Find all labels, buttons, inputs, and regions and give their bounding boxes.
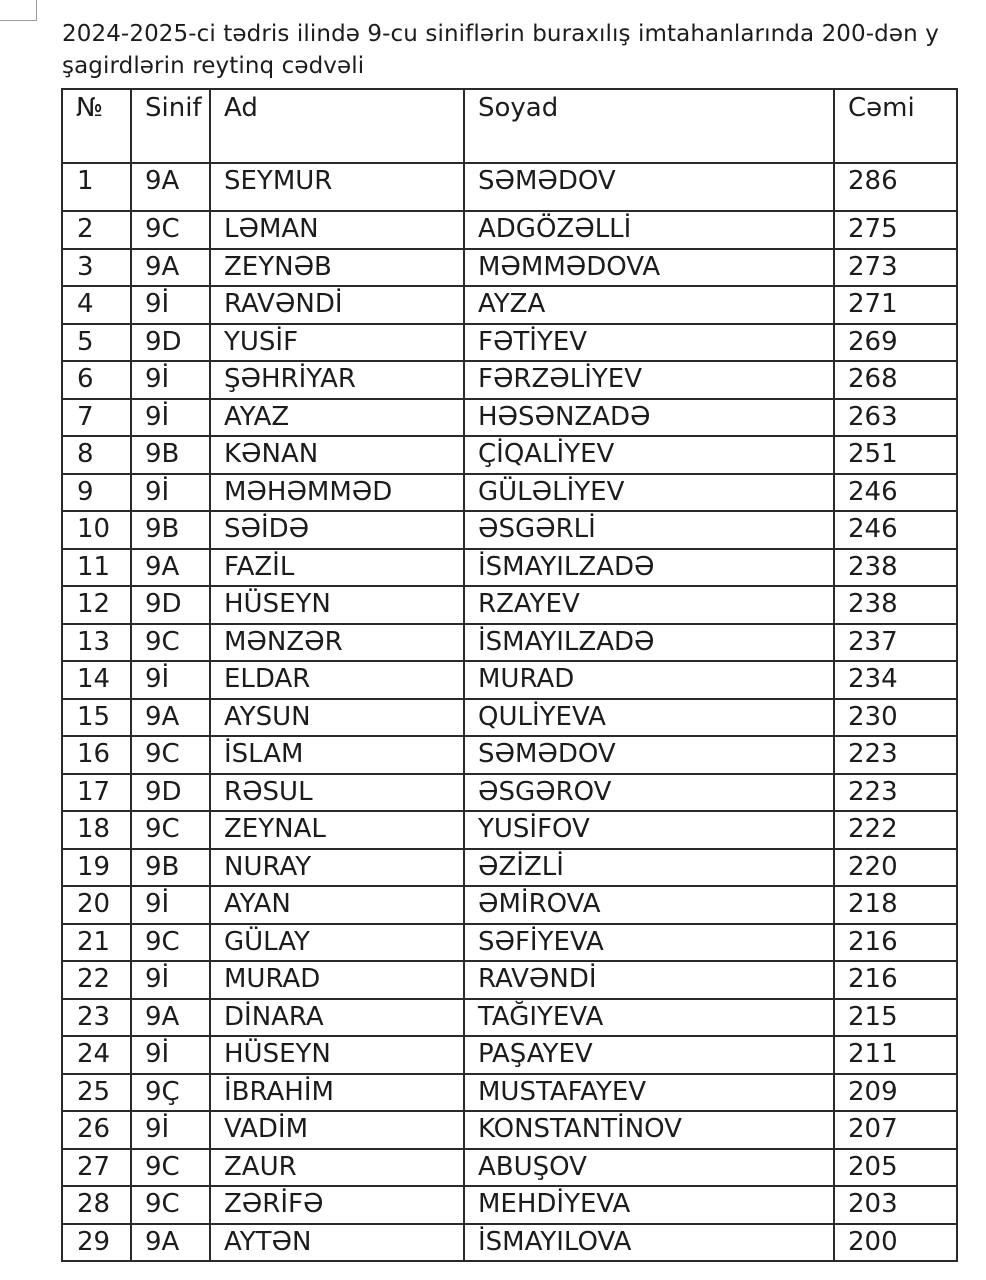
cell-number: 28 [62, 1186, 131, 1224]
table-row [62, 849, 957, 887]
table-row [62, 999, 957, 1037]
cell-class: 9C [131, 1186, 210, 1224]
cell-name: MURAD [210, 961, 464, 999]
cell-number: 5 [62, 324, 131, 362]
table-row [62, 774, 957, 812]
cell-surname: ÇİQALİYEV [464, 436, 834, 474]
cell-number: 2 [62, 211, 131, 249]
cell-surname: İSMAYILOVA [464, 1224, 834, 1262]
table-row [62, 886, 957, 924]
cell-number: 15 [62, 699, 131, 737]
table-row [62, 586, 957, 624]
cell-number: 13 [62, 624, 131, 662]
cell-class: 9İ [131, 361, 210, 399]
cell-number: 23 [62, 999, 131, 1037]
cell-name: VADİM [210, 1111, 464, 1149]
cell-class: 9C [131, 924, 210, 962]
cell-class: 9D [131, 324, 210, 362]
header-name: Ad [210, 89, 464, 163]
cell-surname: SƏMƏDOV [464, 163, 834, 211]
cell-number: 19 [62, 849, 131, 887]
cell-surname: PAŞAYEV [464, 1036, 834, 1074]
cell-number: 1 [62, 163, 131, 211]
cell-class: 9A [131, 549, 210, 587]
cell-total: 203 [834, 1186, 957, 1224]
cell-surname: HƏSƏNZADƏ [464, 399, 834, 437]
cell-number: 16 [62, 736, 131, 774]
table-row [62, 699, 957, 737]
cell-class: 9C [131, 811, 210, 849]
cell-total: 238 [834, 549, 957, 587]
cell-class: 9C [131, 624, 210, 662]
cell-name: HÜSEYN [210, 586, 464, 624]
cell-number: 3 [62, 249, 131, 287]
cell-total: 234 [834, 661, 957, 699]
cell-class: 9C [131, 1149, 210, 1187]
cell-name: İBRAHİM [210, 1074, 464, 1112]
header-surname: Soyad [464, 89, 834, 163]
cell-name: AYTƏN [210, 1224, 464, 1262]
cell-total: 271 [834, 286, 957, 324]
cell-number: 25 [62, 1074, 131, 1112]
cell-surname: TAĞIYEVA [464, 999, 834, 1037]
cell-number: 29 [62, 1224, 131, 1262]
header-row [62, 89, 957, 163]
cell-class: 9İ [131, 1036, 210, 1074]
cell-name: ELDAR [210, 661, 464, 699]
table-row [62, 624, 957, 662]
cell-number: 27 [62, 1149, 131, 1187]
cell-surname: İSMAYILZADƏ [464, 549, 834, 587]
cell-class: 9D [131, 586, 210, 624]
cell-class: 9B [131, 436, 210, 474]
cell-surname: GÜLƏLİYEV [464, 474, 834, 512]
cell-number: 12 [62, 586, 131, 624]
cell-name: RƏSUL [210, 774, 464, 812]
cell-class: 9A [131, 699, 210, 737]
table-row [62, 324, 957, 362]
cell-total: 275 [834, 211, 957, 249]
cell-class: 9İ [131, 886, 210, 924]
document-title-line-2: şagirdlərin reytinq cədvəli [62, 53, 365, 79]
cell-name: FAZİL [210, 549, 464, 587]
cell-total: 238 [834, 586, 957, 624]
cell-class: 9İ [131, 1111, 210, 1149]
cell-class: 9B [131, 849, 210, 887]
cell-name: AYSUN [210, 699, 464, 737]
cell-total: 207 [834, 1111, 957, 1149]
cell-number: 22 [62, 961, 131, 999]
cell-total: 273 [834, 249, 957, 287]
cell-class: 9A [131, 999, 210, 1037]
cell-class: 9A [131, 249, 210, 287]
cell-total: 269 [834, 324, 957, 362]
cell-surname: FƏTİYEV [464, 324, 834, 362]
cell-name: ZƏRİFƏ [210, 1186, 464, 1224]
cell-name: KƏNAN [210, 436, 464, 474]
cell-class: 9A [131, 1224, 210, 1262]
cell-name: YUSİF [210, 324, 464, 362]
cell-name: AYAZ [210, 399, 464, 437]
cell-total: 200 [834, 1224, 957, 1262]
cell-total: 211 [834, 1036, 957, 1074]
table-row [62, 286, 957, 324]
table-row [62, 924, 957, 962]
cell-total: 216 [834, 924, 957, 962]
cell-name: MƏHƏMMƏD [210, 474, 464, 512]
cell-surname: İSMAYILZADƏ [464, 624, 834, 662]
cell-class: 9D [131, 774, 210, 812]
cell-class: 9İ [131, 961, 210, 999]
cell-number: 8 [62, 436, 131, 474]
table-row [62, 1074, 957, 1112]
cell-surname: SƏFİYEVA [464, 924, 834, 962]
cell-number: 21 [62, 924, 131, 962]
document-title [62, 18, 986, 82]
cell-name: ŞƏHRİYAR [210, 361, 464, 399]
cell-name: ZEYNAL [210, 811, 464, 849]
cell-class: 9İ [131, 286, 210, 324]
cell-name: DİNARA [210, 999, 464, 1037]
cell-name: MƏNZƏR [210, 624, 464, 662]
cell-surname: KONSTANTİNOV [464, 1111, 834, 1149]
cell-number: 7 [62, 399, 131, 437]
table-row [62, 1224, 957, 1262]
cell-surname: RAVƏNDİ [464, 961, 834, 999]
cell-total: 215 [834, 999, 957, 1037]
cell-number: 26 [62, 1111, 131, 1149]
cell-total: 223 [834, 736, 957, 774]
table-row [62, 736, 957, 774]
table-row [62, 1149, 957, 1187]
cell-name: ZAUR [210, 1149, 464, 1187]
cell-name: NURAY [210, 849, 464, 887]
table-row [62, 361, 957, 399]
table-row [62, 249, 957, 287]
cell-surname: ƏMİROVA [464, 886, 834, 924]
cell-surname: FƏRZƏLİYEV [464, 361, 834, 399]
table-row [62, 1111, 957, 1149]
cell-number: 20 [62, 886, 131, 924]
cell-number: 6 [62, 361, 131, 399]
table-row [62, 1186, 957, 1224]
table-row [62, 436, 957, 474]
cell-total: 237 [834, 624, 957, 662]
cell-total: 246 [834, 511, 957, 549]
cell-number: 11 [62, 549, 131, 587]
cell-class: 9A [131, 163, 210, 211]
table-row [62, 961, 957, 999]
cell-total: 216 [834, 961, 957, 999]
cell-name: LƏMAN [210, 211, 464, 249]
cell-surname: MURAD [464, 661, 834, 699]
table-row [62, 661, 957, 699]
header-total: Cəmi [834, 89, 957, 163]
cell-total: 251 [834, 436, 957, 474]
table-header [62, 89, 957, 163]
table-row [62, 1036, 957, 1074]
cell-surname: YUSİFOV [464, 811, 834, 849]
header-class: Sinif [131, 89, 210, 163]
cell-number: 18 [62, 811, 131, 849]
cell-number: 24 [62, 1036, 131, 1074]
cell-total: 286 [834, 163, 957, 211]
table-row [62, 211, 957, 249]
cell-total: 246 [834, 474, 957, 512]
cell-total: 220 [834, 849, 957, 887]
cell-surname: ƏSGƏROV [464, 774, 834, 812]
cell-surname: AYZA [464, 286, 834, 324]
table-row [62, 399, 957, 437]
cell-surname: ƏSGƏRLİ [464, 511, 834, 549]
cell-class: 9C [131, 736, 210, 774]
cell-name: RAVƏNDİ [210, 286, 464, 324]
cell-number: 17 [62, 774, 131, 812]
cell-class: 9C [131, 211, 210, 249]
cell-name: SEYMUR [210, 163, 464, 211]
cell-number: 14 [62, 661, 131, 699]
cell-name: HÜSEYN [210, 1036, 464, 1074]
document-title-line-1: 2024-2025-ci tədris ilində 9-cu siniflərin buraxılış imtahanlarında 200-dən y [62, 21, 939, 47]
cell-name: AYAN [210, 886, 464, 924]
cell-total: 209 [834, 1074, 957, 1112]
table-row [62, 163, 957, 211]
cell-total: 218 [834, 886, 957, 924]
cell-surname: MUSTAFAYEV [464, 1074, 834, 1112]
cell-number: 10 [62, 511, 131, 549]
cell-class: 9İ [131, 399, 210, 437]
cell-class: 9Ç [131, 1074, 210, 1112]
cell-name: SƏİDƏ [210, 511, 464, 549]
cell-name: GÜLAY [210, 924, 464, 962]
cell-class: 9İ [131, 661, 210, 699]
cell-class: 9B [131, 511, 210, 549]
cell-surname: ƏZİZLİ [464, 849, 834, 887]
cell-surname: MƏMMƏDOVA [464, 249, 834, 287]
cell-name: İSLAM [210, 736, 464, 774]
cell-surname: SƏMƏDOV [464, 736, 834, 774]
cell-surname: ADGÖZƏLLİ [464, 211, 834, 249]
table-row [62, 549, 957, 587]
header-number: № [62, 89, 131, 163]
cell-class: 9İ [131, 474, 210, 512]
cell-total: 263 [834, 399, 957, 437]
cell-surname: ABUŞOV [464, 1149, 834, 1187]
rating-table [61, 88, 958, 1262]
cell-surname: QULİYEVA [464, 699, 834, 737]
cell-total: 230 [834, 699, 957, 737]
cell-total: 268 [834, 361, 957, 399]
table-body [62, 163, 957, 1261]
table-row [62, 511, 957, 549]
table-row [62, 474, 957, 512]
cell-number: 4 [62, 286, 131, 324]
cell-total: 222 [834, 811, 957, 849]
cell-total: 223 [834, 774, 957, 812]
cell-total: 205 [834, 1149, 957, 1187]
table-row [62, 811, 957, 849]
cell-number: 9 [62, 474, 131, 512]
cell-surname: RZAYEV [464, 586, 834, 624]
cell-surname: MEHDİYEVA [464, 1186, 834, 1224]
page-corner-mark [0, 0, 37, 21]
cell-name: ZEYNƏB [210, 249, 464, 287]
